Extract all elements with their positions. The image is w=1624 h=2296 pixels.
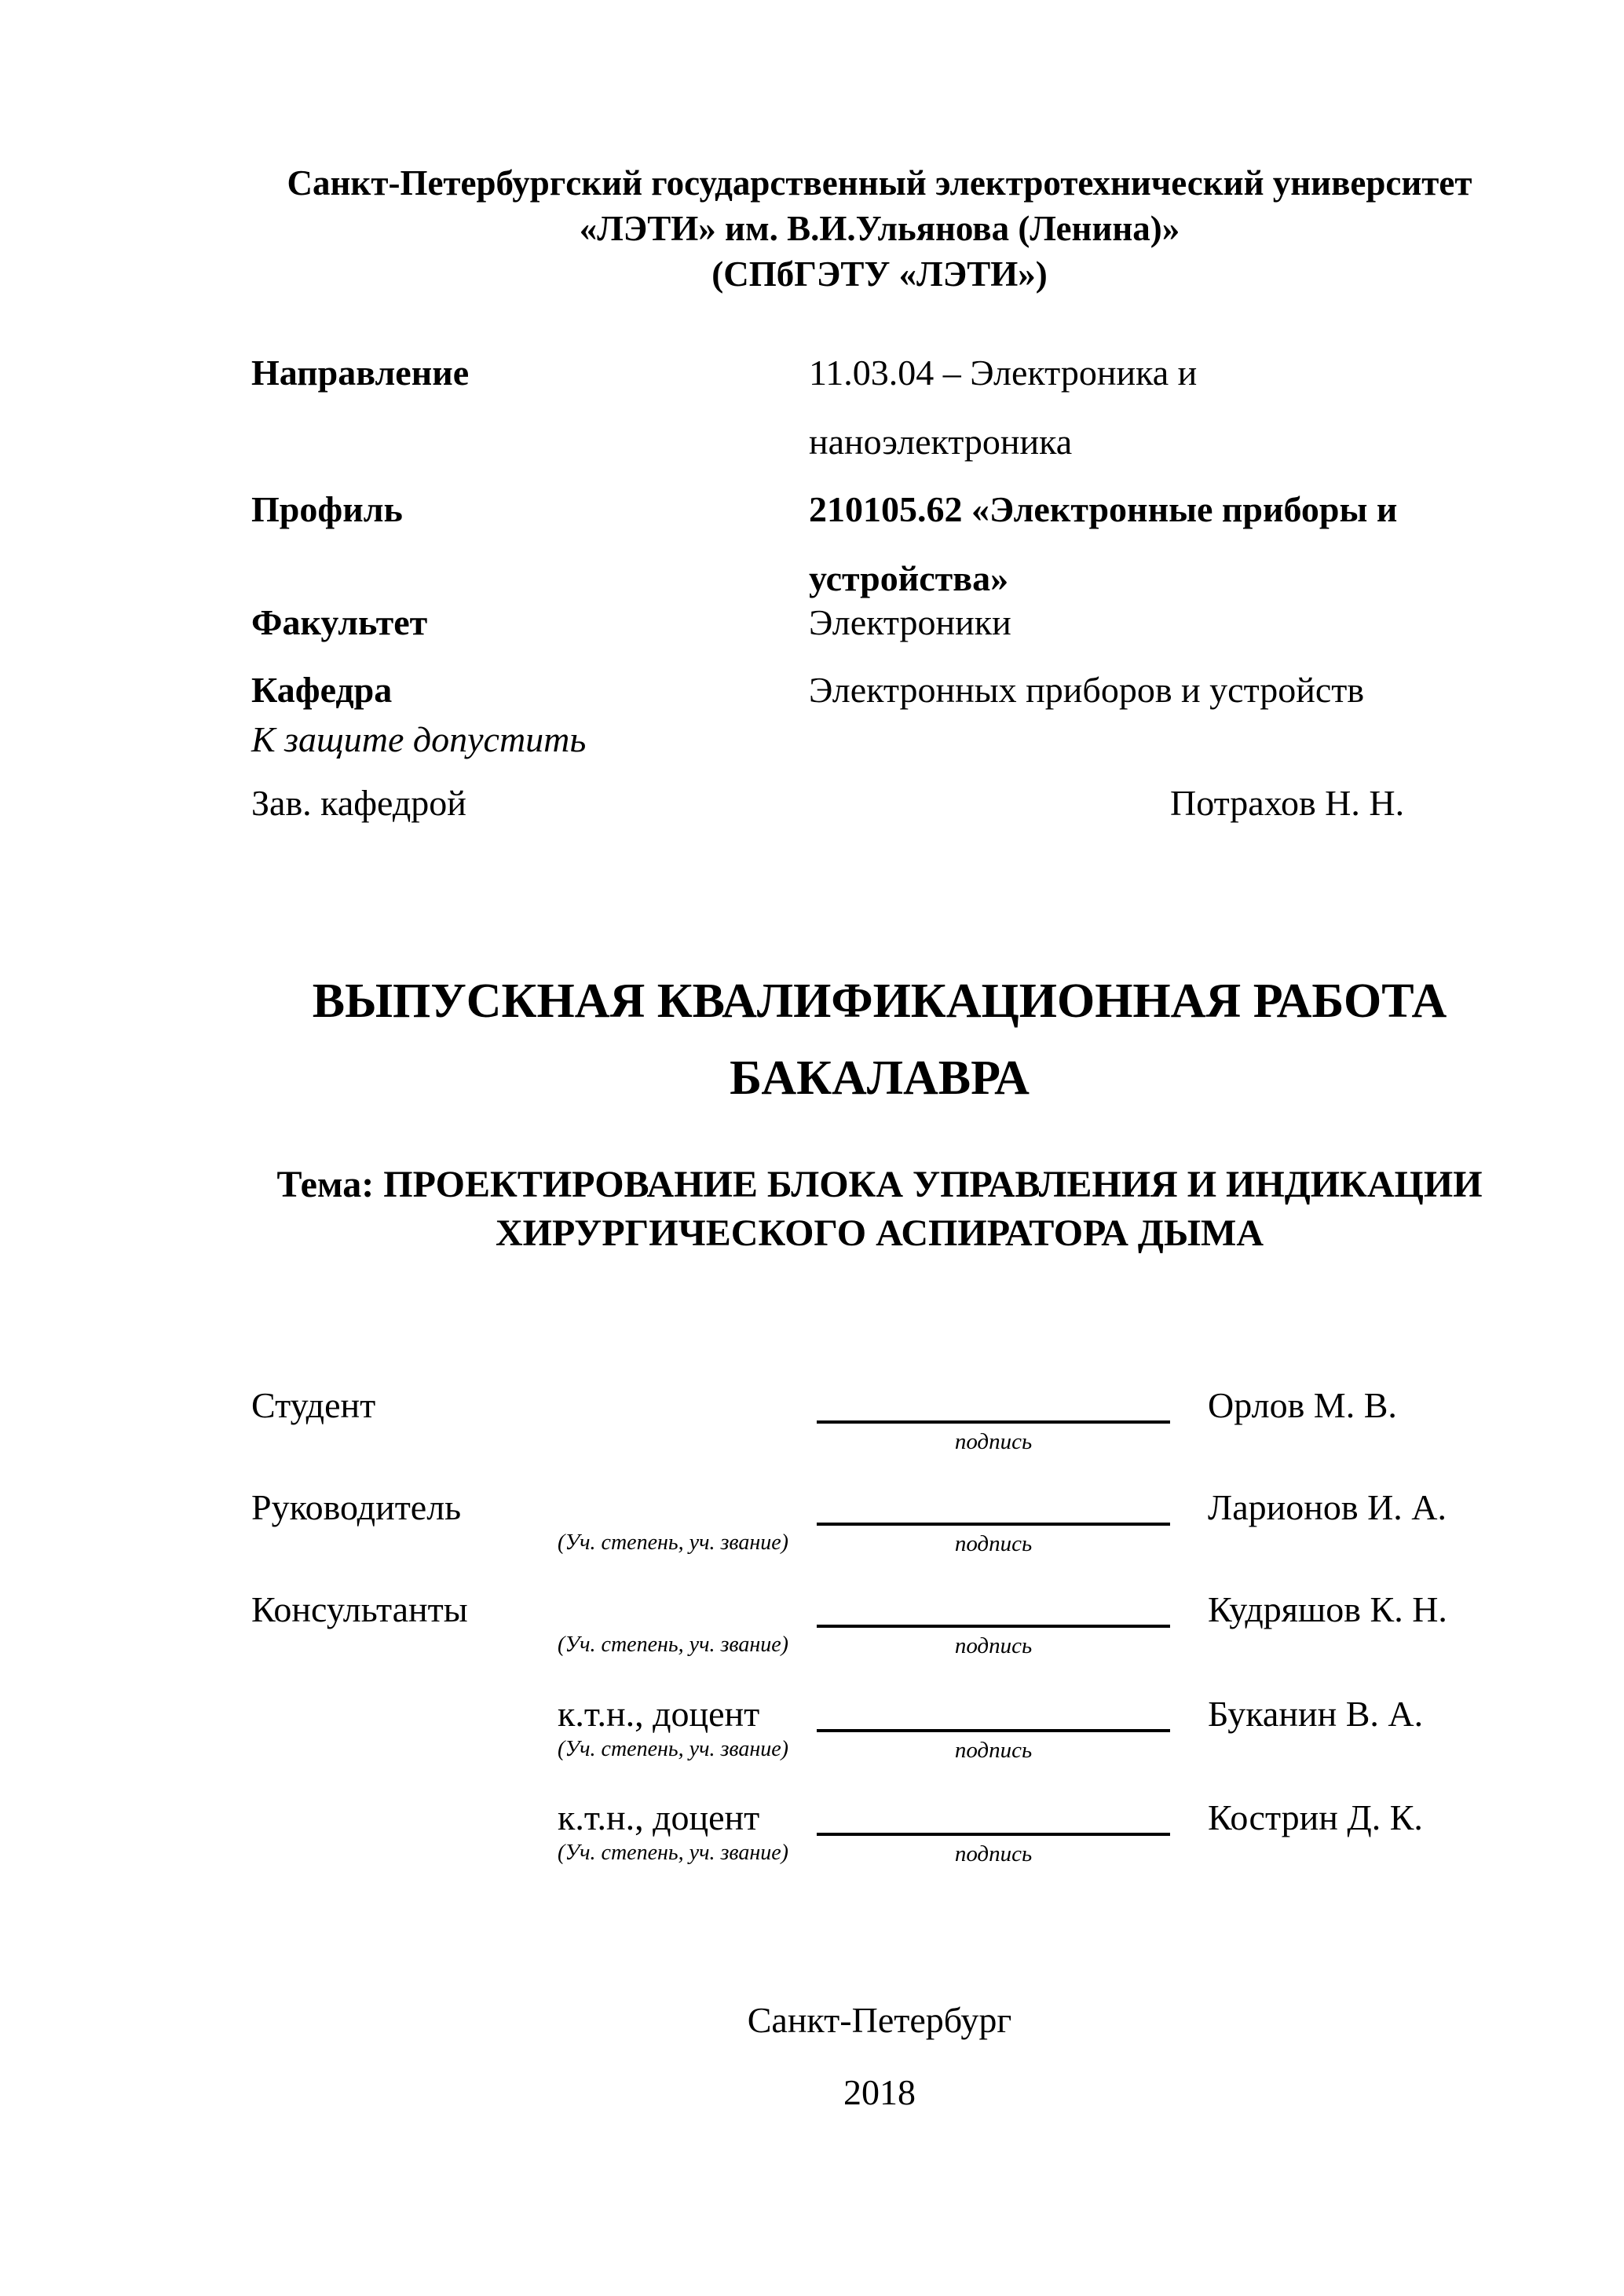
signature-line (817, 1523, 1170, 1526)
work-title-line1: ВЫПУСКНАЯ КВАЛИФИКАЦИОННАЯ РАБОТА (312, 974, 1447, 1028)
department-head-name: Потрахов Н. Н. (1170, 783, 1405, 823)
signature-row-supervisor-label: Руководитель (251, 1487, 462, 1527)
signature-row-consultant2-name: Буканин В. А. (1208, 1694, 1424, 1734)
university-name-line1: Санкт-Петербургский государственный электротехнический университет (287, 163, 1472, 203)
degree-caption: (Уч. степень, уч. звание) (558, 1530, 788, 1555)
faculty-label: Факультет (251, 602, 428, 642)
work-theme-line2: ХИРУРГИЧЕСКОГО АСПИРАТОРА ДЫМА (496, 1212, 1264, 1254)
signature-line (817, 1625, 1170, 1628)
signature-row-consultant3-qualifier: к.т.н., доцент (558, 1797, 760, 1837)
direction-value-line1: 11.03.04 – Электроника и (809, 353, 1198, 393)
direction-value-line2: наноэлектроника (809, 422, 1073, 462)
signature-row-consultants-label: Консультанты (251, 1589, 468, 1629)
faculty-value: Электроники (809, 602, 1011, 642)
degree-caption: (Уч. степень, уч. звание) (558, 1737, 788, 1761)
admit-note: К защите допустить (251, 719, 587, 759)
signature-caption: подпись (954, 1633, 1033, 1658)
work-theme-line1: Тема: ПРОЕКТИРОВАНИЕ БЛОКА УПРАВЛЕНИЯ И ИНДИКАЦИИ (276, 1164, 1483, 1205)
signature-row-supervisor-name: Ларионов И. А. (1208, 1487, 1447, 1527)
university-name-line2: «ЛЭТИ» им. В.И.Ульянова (Ленина)» (579, 209, 1180, 248)
signature-caption: подпись (954, 1531, 1033, 1556)
signature-row-consultant3-name: Кострин Д. К. (1208, 1797, 1423, 1837)
signature-caption: подпись (954, 1738, 1033, 1763)
profile-value-line1: 210105.62 «Электронные приборы и (809, 489, 1398, 529)
signature-row-consultants-name: Кудряшов К. Н. (1208, 1589, 1447, 1629)
profile-value-line2: устройства» (809, 558, 1009, 598)
profile-label: Профиль (251, 489, 403, 529)
signature-line (817, 1833, 1170, 1836)
work-title (251, 963, 1508, 1117)
work-theme (251, 1161, 1508, 1258)
department-label: Кафедра (251, 670, 393, 710)
signature-row-student-label: Студент (251, 1385, 376, 1425)
degree-caption: (Уч. степень, уч. звание) (558, 1841, 788, 1865)
signature-caption: подпись (954, 1429, 1033, 1454)
footer-year: 2018 (843, 2072, 916, 2112)
footer-city: Санкт-Петербург (747, 2000, 1012, 2040)
work-title-line2: БАКАЛАВРА (730, 1051, 1030, 1105)
department-head-label: Зав. кафедрой (251, 783, 466, 823)
university-header (251, 160, 1508, 297)
signature-caption: подпись (954, 1841, 1033, 1866)
department-value: Электронных приборов и устройств (809, 670, 1365, 710)
signature-line (817, 1420, 1170, 1424)
signature-line (817, 1729, 1170, 1732)
signature-row-student-name: Орлов М. В. (1208, 1385, 1397, 1425)
university-name-line3: (СПбГЭТУ «ЛЭТИ») (711, 254, 1048, 294)
direction-label: Направление (251, 353, 470, 393)
signature-row-consultant2-qualifier: к.т.н., доцент (558, 1694, 760, 1734)
degree-caption: (Уч. степень, уч. звание) (558, 1632, 788, 1657)
